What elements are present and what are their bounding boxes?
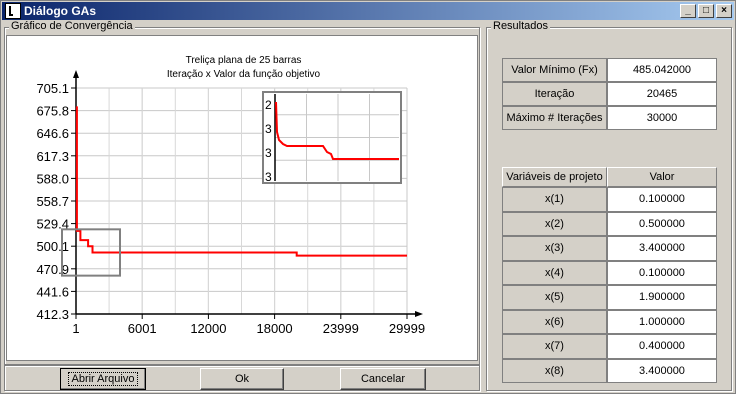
- summary-label: Valor Mínimo (Fx): [502, 58, 607, 82]
- y-tick-label: 441.6: [36, 284, 69, 300]
- variable-value[interactable]: 0.100000: [607, 187, 717, 212]
- y-tick-label: 617.3: [36, 148, 69, 164]
- inset-y-tick-label: 2: [265, 98, 272, 112]
- variables-header-value: Valor: [607, 167, 717, 187]
- variable-name: x(7): [502, 334, 607, 359]
- x-tick-label: 29999: [388, 321, 426, 336]
- chart-svg: [7, 36, 477, 360]
- variable-value[interactable]: 0.100000: [607, 261, 717, 286]
- variable-value[interactable]: 0.500000: [607, 212, 717, 237]
- maximize-icon: □: [702, 5, 710, 16]
- y-tick-label: 675.8: [36, 103, 69, 119]
- y-tick-label: 588.0: [36, 171, 69, 187]
- cancel-label: Cancelar: [360, 373, 406, 385]
- chart-group-label: Gráfico de Convergência: [11, 20, 133, 32]
- variable-value[interactable]: 3.400000: [607, 236, 717, 261]
- title-bar[interactable]: [2, 2, 734, 20]
- variable-value[interactable]: 0.400000: [607, 334, 717, 359]
- ok-button[interactable]: [200, 368, 284, 390]
- y-axis-arrow: [73, 70, 79, 78]
- y-tick-label: 470.9: [36, 261, 69, 277]
- summary-label: Iteração: [502, 82, 607, 106]
- variable-name: x(4): [502, 261, 607, 286]
- cancel-button[interactable]: [340, 368, 426, 390]
- summary-label: Máximo # Iterações: [502, 106, 607, 130]
- summary-value: 20465: [607, 82, 717, 106]
- x-tick-label: 18000: [256, 321, 293, 336]
- summary-value: 30000: [607, 106, 717, 130]
- minimize-button[interactable]: [680, 4, 696, 18]
- variable-value[interactable]: 1.900000: [607, 285, 717, 310]
- variable-name: x(6): [502, 310, 607, 335]
- y-tick-label: 500.1: [36, 239, 69, 255]
- variables-header-name: Variáveis de projeto: [502, 167, 607, 187]
- close-icon: ×: [721, 5, 727, 16]
- y-tick-label: 646.6: [36, 126, 69, 142]
- y-tick-label: 529.4: [36, 216, 69, 232]
- y-tick-label: 705.1: [36, 81, 69, 96]
- variable-name: x(2): [502, 212, 607, 237]
- variable-name: x(5): [502, 285, 607, 310]
- variable-name: x(1): [502, 187, 607, 212]
- x-axis-arrow: [415, 311, 423, 317]
- open-file-button[interactable]: [60, 368, 146, 390]
- x-tick-label: 23999: [322, 321, 359, 336]
- convergence-chart: [6, 35, 478, 361]
- y-tick-label: 412.3: [36, 307, 69, 322]
- x-tick-label: 12000: [190, 321, 227, 336]
- x-tick-label: 1: [72, 321, 80, 336]
- open-file-label: Abrir Arquivo: [68, 372, 139, 386]
- inset-y-tick-label: 3: [265, 170, 272, 184]
- app-chart-icon: [5, 3, 21, 19]
- window-title: Diálogo GAs: [24, 4, 97, 18]
- chart-subtitle: Iteração x Valor da função objetivo: [166, 69, 321, 80]
- summary-value: 485.042000: [607, 58, 717, 82]
- variable-name: x(3): [502, 236, 607, 261]
- maximize-button[interactable]: [698, 4, 714, 18]
- variable-name: x(8): [502, 359, 607, 384]
- ok-label: Ok: [234, 373, 250, 385]
- minimize-icon: _: [685, 5, 691, 16]
- variable-value[interactable]: 3.400000: [607, 359, 717, 384]
- results-group-label: Resultados: [493, 20, 549, 32]
- variable-value[interactable]: 1.000000: [607, 310, 717, 335]
- close-button[interactable]: [716, 4, 732, 18]
- chart-title: Treliça plana de 25 barras: [185, 55, 302, 66]
- inset-y-tick-label: 3: [265, 146, 272, 160]
- inset-y-tick-label: 3: [265, 122, 272, 136]
- y-tick-label: 558.7: [36, 194, 69, 209]
- x-tick-label: 6001: [127, 321, 157, 336]
